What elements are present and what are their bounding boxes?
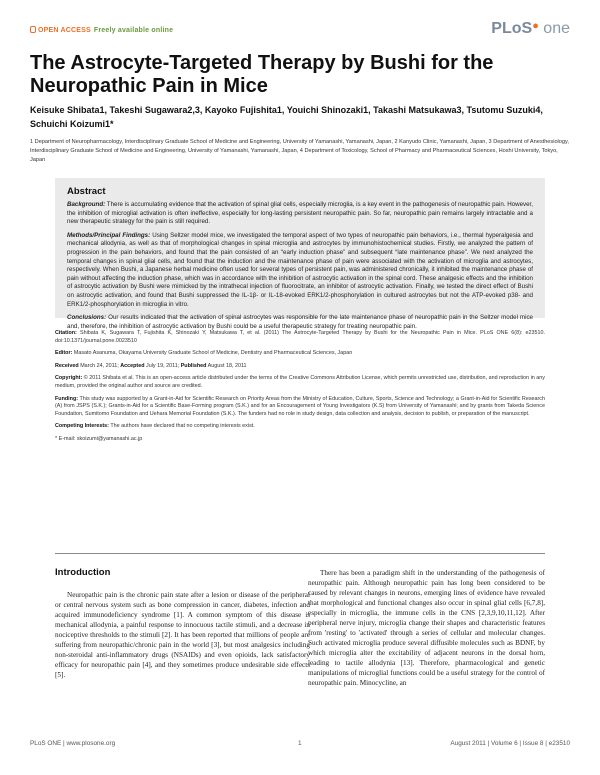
methods-text: Using Seltzer model mice, we investigated the temporal aspect of two types of neuropathic pain behaviors, i.e., thermal hyperalgesia and mechanical allodynia, as well as that of morphological changes in spinal microglia and astrocytes by immunohistochemical studies. Firstly, we analyzed the pattern of progression in the pain behaviors, and found that the pain consisted of an “early induction phase” and subsequent “late maintenance phase”. We next analyzed the temporal changes in spinal glial cells, and found that the induction and the maintenance phase of pain were associated with the activation of microglia and astrocytes, respectively. When Bushi, a Japanese herbal medicine often used for several types of persistent pain, was administered chronically, it inhibited the maintenance phase of pain without affecting the induction phase, which was in accordance with the inhibition of astrocytic activation in the spinal cord. These analgesic effects and the inhibition of astrocytic activation by Bushi were mimicked by the intrathecal injection of fluorocitrate, an inhibitor of astrocytic activation. Finally, we tested the direct effect of Bushi on astrocytic activation, and found that Bushi suppressed the IL-1β- or IL-18-evoked ERK1/2-phosphorylation in cultured astrocytes but not the ATP-evoked p38- and ERK1/2-phosphorylation in microglia in vitro. [67, 231, 533, 308]
article-metadata [55, 330, 545, 449]
journal-header [30, 20, 570, 44]
page-footer [30, 740, 570, 752]
open-access-label: OPEN ACCESS [38, 27, 91, 34]
open-access-banner [30, 26, 173, 34]
footer-journal: PLoS ONE | www.plosone.org [30, 740, 116, 747]
article-title: The Astrocyte-Targeted Therapy by Bushi for the Neuropathic Pain in Mice [30, 52, 494, 97]
editor [55, 350, 545, 358]
accepted-date: July 19, 2011; [146, 362, 180, 369]
citation [55, 330, 545, 345]
abstract-methods [67, 232, 533, 309]
published-date: August 18, 2011 [207, 362, 247, 369]
citation-text: Shibata K, Sugawara T, Fujishita K, Shinozaki Y, Matsukawa T, et al. (2011) The Astrocyte-Targeted Therapy by Bushi for the Neuropathic Pain in Mice. PLoS ONE 6(8): e23510. doi:10.1371/journal.pone.0023510 [55, 330, 545, 344]
methods-head: Methods/Principal Findings: [67, 231, 151, 239]
intro-paragraph-2: There has been a paradigm shift in the understanding of the pathogenesis of neuropathic pain. Although neuropathic pain has long been considered to be caused by relevant changes in neurons, emerging lines of evidence have revealed that morphological and functional changes also occur in spinal glial cells [6,7,8], especially in microglia, the immune cells in the CNS [2,3,9,10,11,12]. After peripheral nerve injury, microglia change their shapes and characteristic features from 'resting' to 'activated' through a series of cellular and molecular changes. Such activated microglia produce several diffusible molecules such as BDNF, by which microglia alter the excitability of adjacent neurons in the dorsal horn, leading to tactile allodynia [13]. Therefore, pharmacological and genetic manipulations of microglial functions could be a useful strategy for the control of neuropathic pain. Minocycline, an [308, 569, 545, 687]
background-text: There is accumulating evidence that the activation of spinal glial cells, especially microglia, is a key event in the pathogenesis of neuropathic pain. However, the inhibition of microglial activation is often ineffective, especially for long-lasting persistent neuropathic pain. So far, neuropathic pain remains largely intractable and a new therapeutic strategy for the pain is still required. [67, 201, 533, 226]
citation-label: Citation: [55, 330, 77, 336]
author-list: Keisuke Shibata1, Takeshi Sugawara2,3, Kayoko Fujishita1, Youichi Shinozaki1, Takashi Matsukawa3, Tsutomu Suzuki4, Schuichi Koizumi1* [30, 105, 543, 129]
competing-text: The authors have declared that no competing interests exist. [110, 423, 255, 430]
dates [55, 363, 545, 371]
received-label: Received [55, 362, 79, 369]
intro-paragraph-1: Neuropathic pain is the chronic pain state after a lesion or disease of the peripheral or central nervous system such as bone compression in cancer, diabetes, infection and acquired immunodeficiency syndrome [1]. A common symptom of this disease is mechanical allodynia, a painful response to innocuous tactile stimuli, and a decrease in nociceptive thresholds to the stimuli [2]. It has been reported that millions of people are suffering from neuropathic/chronic pain in the world [3], but most analgesics including non-steroidal anti-inflammatory drugs (NSAIDs) and even opioids, lack satisfactory efficacy for neuropathic pain [4], and they sometimes produce undesirable side effects [5]. [55, 591, 310, 679]
accepted-label: Accepted [120, 362, 145, 369]
competing-label: Competing Interests: [55, 423, 109, 430]
published-label: Published [180, 362, 207, 369]
copyright-text: © 2011 Shibata et al. This is an open-access article distributed under the terms of the Creative Commons Attribution License, which permits unrestricted use, distribution, and reproduction in any medium, provided the original author and source are credited. [55, 375, 545, 389]
body-column-right [308, 568, 545, 688]
affiliations: 1 Department of Neuropharmacology, Interdisciplinary Graduate School of Medicine and Engineering, University of Yamanashi, Yamanashi, Japan, 2 Kanyudo Clinic, Yamanashi, Japan, 3 Department of Anesthesiology, Interdisciplinary Graduate School of Medicine and Engineering, University of Yamanashi, Yamanashi, Japan, 4 Department of Toxicology, School of Pharmacy and Pharmaceutical Sciences, Hoshi University, Tokyo, Japan [30, 139, 569, 163]
conclusions-head: Conclusions: [67, 314, 107, 322]
competing-interests [55, 423, 545, 431]
abstract-background [67, 201, 533, 227]
copyright [55, 375, 545, 390]
free-online-label: Freely available online [93, 27, 174, 34]
conclusions-text: Our results indicated that the activation of spinal astrocytes was responsible for the late maintenance phase of neuropathic pain in the Seltzer model mice and, therefore, the inhibition of astrocytic activation by Bushi could be a useful therapeutic strategy for treating neuropathic pain. [67, 314, 533, 330]
footer-page-number: 1 [298, 740, 302, 747]
footer-issue: August 2011 | Volume 6 | Issue 8 | e23510 [450, 740, 570, 747]
received-date: March 24, 2011; [80, 362, 119, 369]
logo-star-icon: ● [532, 20, 539, 32]
funding-text: This study was supported by a Grant-in-Aid for Scientific Research on Priority Areas from the Ministry of Education, Culture, Sports, Science and Technology; a Grant-in-Aid for Scientific Research (A) from JSPS (S.K.); Grants-in-Aid for a Scientific Base-Forming program (S.K.) and for an Encouragement of Young Investigators (K.S) from University of Yamanashi; and by grants from Takeda Science Foundation, Sumitomo Foundation and Uehara Memorial Foundation (S.K.). The funders had no role in study design, data collection and analysis, decision to publish, or preparation of the manuscript. [55, 395, 546, 417]
abstract-heading: Abstract [67, 186, 106, 197]
funding-label: Funding: [55, 395, 79, 402]
funding [55, 396, 545, 419]
introduction-heading: Introduction [55, 567, 111, 578]
copyright-label: Copyright: [55, 375, 83, 382]
logo-one-text: one [543, 20, 570, 37]
editor-text: Masato Asanuma, Okayama University Graduate School of Medicine, Dentistry and Pharmaceutical Sciences, Japan [73, 350, 353, 357]
open-lock-icon [30, 26, 36, 33]
background-head: Background: [67, 201, 106, 208]
logo-plos-text: PLoS [491, 20, 533, 37]
abstract-box [55, 178, 545, 330]
body-column-left [55, 568, 310, 680]
plos-one-logo [491, 20, 570, 38]
email: * E-mail: skoizumi@yamanashi.ac.jp [55, 435, 143, 442]
section-divider [55, 553, 545, 554]
abstract-conclusions [67, 314, 533, 331]
editor-label: Editor: [55, 350, 73, 357]
